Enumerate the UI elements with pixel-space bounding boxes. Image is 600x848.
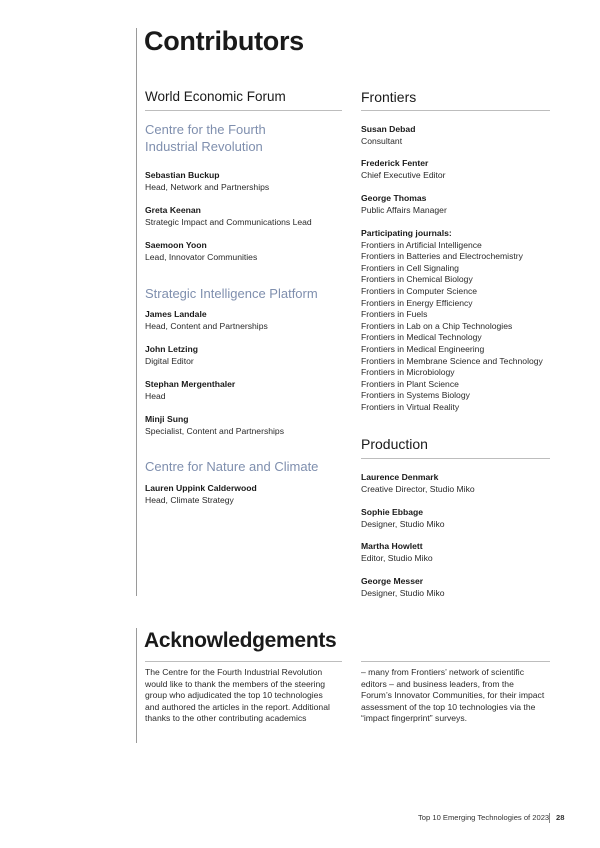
contributor-name: John Letzing [145,344,198,354]
contributor-name: Susan Debad [361,124,416,134]
contributor-role: Chief Executive Editor [361,169,446,180]
production-heading: Production [361,436,428,452]
journal-item: Frontiers in Lab on a Chip Technologies [361,320,513,331]
journal-item: Frontiers in Chemical Biology [361,274,473,285]
journal-item: Frontiers in Artificial Intelligence [361,239,482,250]
contributor-name: Laurence Denmark [361,472,439,482]
frontiers-heading: Frontiers [361,89,417,105]
contributor-role: Public Affairs Manager [361,204,447,215]
journal-item: Frontiers in Medical Technology [361,332,482,343]
wef-section-heading: Industrial Revolution [145,139,263,154]
contributor-role: Head [145,390,166,401]
contributor-name: Martha Howlett [361,541,423,551]
contributor-role: Designer, Studio Miko [361,587,445,598]
journal-item: Frontiers in Plant Science [361,378,459,389]
journal-item: Frontiers in Virtual Reality [361,402,460,412]
ack-line: and authored the articles in the report. Additional [145,701,330,712]
acknowledgements-left-text [145,667,330,725]
journals-label: Participating journals: [361,228,452,238]
page-title: Contributors [144,26,304,56]
ack-line: “impact fingerprint” surveys. [361,713,468,724]
footer-separator [549,813,550,823]
journal-item: Frontiers in Batteries and Electrochemistry [361,251,523,262]
contributor-name: Minji Sung [145,414,189,424]
contributor-name: Saemoon Yoon [145,240,207,250]
contributor-role: Strategic Impact and Communications Lead [145,216,312,227]
acknowledgements-accent-line [136,628,137,743]
ack-line: would like to thank the members of the steering [145,678,326,689]
journal-item: Frontiers in Cell Signaling [361,262,459,273]
contributor-name: George Thomas [361,193,427,203]
contributor-role: Head, Content and Partnerships [145,320,268,331]
contributor-role: Consultant [361,135,403,146]
journal-item: Frontiers in Fuels [361,309,428,320]
ack-line: – many from Frontiers’ network of scientific [361,667,525,677]
ack-line: The Centre for the Fourth Industrial Revolution [145,667,323,677]
wef-section-heading: Centre for Nature and Climate [145,459,319,474]
journal-item: Frontiers in Energy Efficiency [361,297,473,308]
title-accent-line [136,28,137,596]
contributor-role: Creative Director, Studio Miko [361,483,475,494]
contributor-name: Lauren Uppink Calderwood [145,483,257,493]
ack-left-rule [145,661,342,662]
contributor-name: George Messer [361,576,424,586]
journal-item: Frontiers in Medical Engineering [361,344,485,354]
contributor-role: Lead, Innovator Communities [145,251,258,262]
contributor-role: Specialist, Content and Partnerships [145,425,285,436]
contributor-name: James Landale [145,309,207,319]
wef-section-heading: Centre for the Fourth [145,122,266,137]
ack-line: thanks to the other contributing academics [145,713,307,724]
acknowledgements-title: Acknowledgements [144,629,337,652]
wef-heading: World Economic Forum [145,89,286,104]
wef-section-heading: Strategic Intelligence Platform [145,286,318,301]
journal-item: Frontiers in Systems Biology [361,390,470,401]
frontiers-heading-rule [361,110,550,111]
journal-item: Frontiers in Computer Science [361,286,478,296]
ack-line: editors – and business leaders, from the [361,678,514,689]
contributor-role: Editor, Studio Miko [361,552,433,563]
ack-line: Forum’s Innovator Communities, for their impact [361,690,545,701]
ack-line: group who adjudicated the top 10 technologies [145,690,323,701]
wef-heading-rule [145,110,342,111]
production-heading-rule [361,458,550,459]
ack-right-rule [361,661,550,662]
footer-report-title: Top 10 Emerging Technologies of 2023 [418,813,550,822]
contributor-role: Head, Network and Partnerships [145,181,270,192]
contributor-name: Sebastian Buckup [145,170,220,180]
contributor-role: Head, Climate Strategy [145,494,234,505]
contributor-name: Sophie Ebbage [361,507,424,517]
contributor-role: Digital Editor [145,355,194,366]
page-number: 28 [556,813,565,822]
acknowledgements-right-text [361,667,544,725]
contributor-role: Designer, Studio Miko [361,518,445,529]
contributor-name: Stephan Mergenthaler [145,379,236,389]
contributor-name: Frederick Fenter [361,158,429,168]
contributor-name: Greta Keenan [145,205,201,215]
journal-item: Frontiers in Microbiology [361,367,455,378]
ack-line: assessment of the top 10 technologies via the [361,701,536,712]
journal-item: Frontiers in Membrane Science and Technology [361,355,543,366]
